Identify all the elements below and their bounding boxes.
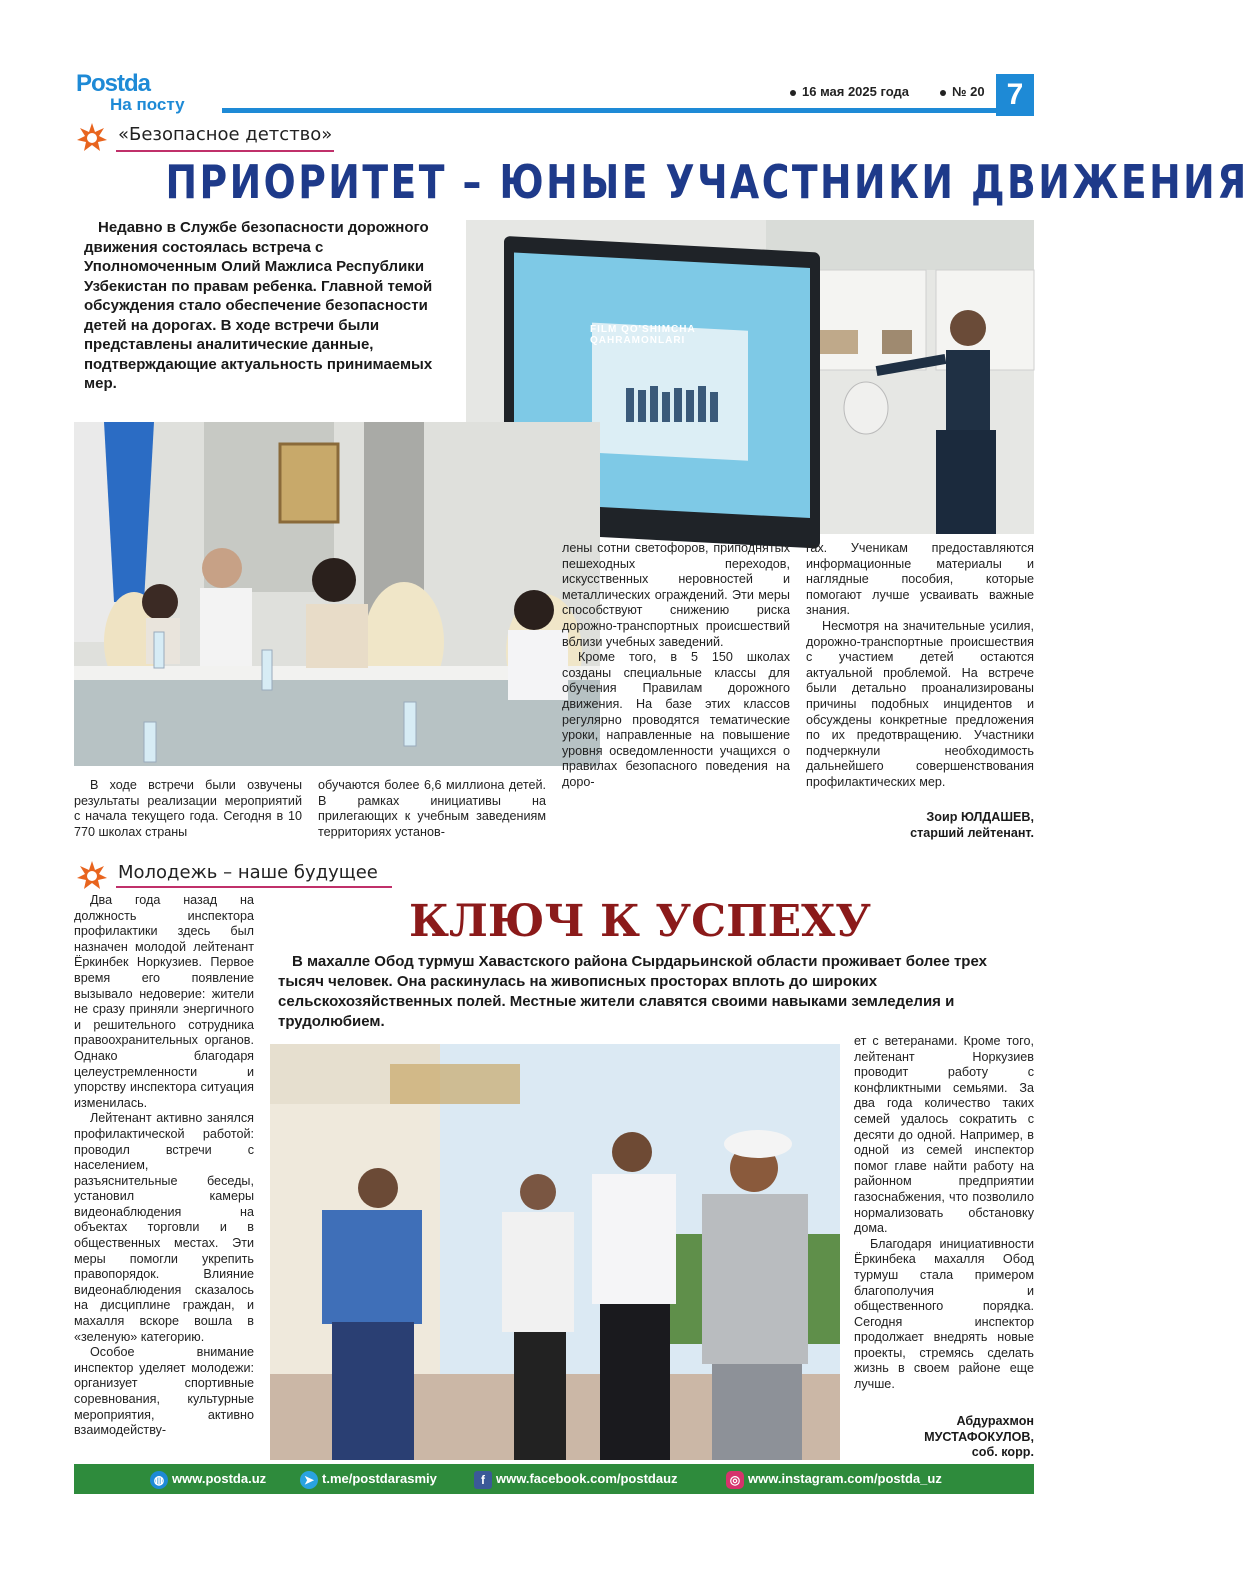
issue-number xyxy=(940,84,985,99)
article2-lead: В махалле Обод турмуш Хавастского района Сырдарьинской области проживает более трех тысяч человек. Она раскинулась на живописных просторах вплоть до широких сельскохозяйственных полей. Местные жители славятся своими навыками земледелия и трудолюбием. xyxy=(278,953,987,1030)
meeting-photo-graphic xyxy=(74,422,600,766)
bullet-icon xyxy=(790,90,796,96)
article2-left-paragraph-2: Лейтенант активно занялся профилактической работой: проводил встречи с населением, разъяснительные беседы, установил камеры видеонаблюдения на объектах торговли и в общественных местах. Эти меры помогли укрепить правопорядок. Влияние видеонаблюдения сказалось на дисциплине граждан, и махалля вскоре вошла в «зеленую» категорию. xyxy=(74,1111,254,1344)
footer-instagram-text: www.instagram.com/postda_uz xyxy=(748,1471,942,1486)
page-number: 7 xyxy=(996,74,1034,116)
footer-facebook-text: www.facebook.com/postdauz xyxy=(496,1471,678,1486)
article1-col3-paragraph-b: Кроме того, в 5 150 школах созданы специальные классы для обучения Правилам дорожного движения. На базе этих классов регулярно проводятся тематические уроки, направленные на повышение уровня осведомленности учащихся о правилах безопасного поведения на доро- xyxy=(562,650,790,789)
article1-col4-paragraph-a: гах. Ученикам предоставляются информационные материалы и наглядные пособия, которые помогают лучше усваивать важные знания. xyxy=(806,541,1034,618)
article1-col1-paragraph: В ходе встречи были озвучены результаты реализации мероприятий с начала текущего года. Сегодня в 10 770 школах страны xyxy=(74,778,302,839)
newspaper-logo-na-postu: На посту xyxy=(110,95,185,114)
article1-column-3 xyxy=(562,541,790,791)
star-icon xyxy=(76,122,108,154)
photo-group-outdoors xyxy=(270,1044,840,1460)
article2-right-column xyxy=(854,1034,1034,1393)
rubric-youth-future: Молодежь – наше будущее xyxy=(118,862,378,883)
screen-slide-title: FILM QO'SHIMCHA QAHRAMONLARI xyxy=(590,324,696,346)
issue-date-text: 16 мая 2025 года xyxy=(802,84,909,99)
article1-lead: Недавно в Службе безопасности дорожного движения состоялась встреча с Уполномоченным Олий Мажлиса Республики Узбекистан по правам ребенка. Главной темой обсуждения стало обеспечение безопасности детей на дорогах. В ходе встречи были представлены аналитические данные, подтверждающие актуальность принимаемых мер. xyxy=(84,219,433,392)
issue-number-text: № 20 xyxy=(952,84,985,99)
photo-meeting xyxy=(74,422,600,766)
header-rule xyxy=(222,108,996,113)
article2-byline xyxy=(854,1414,1034,1461)
article1-col4-paragraph-b: Несмотря на значительные усилия, дорожно-транспортные происшествия с участием детей остаются актуальной проблемой. На встрече были детально проанализированы причины подобных инцидентов и обсуждены конкретные предложения по их предотвращению. Участники подчеркнули необходимость дальнейшего совершенствования профилактических мер. xyxy=(806,618,1034,789)
group-photo-graphic xyxy=(270,1044,840,1460)
article2-right-paragraph-1: ет с ветеранами. Кроме того, лейтенант Норкузиев проводит работу с конфликтными семьями. За два года количество таких семей удалось сократить с десяти до одной. Например, в одной из семей инспектор помог главе найти работу на районном предприятии газоснабжения, что позволило нормализовать обстановку дома. xyxy=(854,1034,1034,1236)
footer-website[interactable] xyxy=(150,1470,266,1489)
telegram-icon: ➤ xyxy=(300,1471,318,1489)
rubric-underline xyxy=(116,886,392,888)
article2-left-column xyxy=(74,893,254,1439)
footer-facebook[interactable] xyxy=(474,1470,678,1489)
article1-column-2 xyxy=(318,778,546,840)
footer-website-text: www.postda.uz xyxy=(172,1471,267,1486)
newspaper-logo-postda: Postda xyxy=(76,70,151,97)
footer-telegram-text: t.me/postdarasmiy xyxy=(322,1471,437,1486)
article2-left-paragraph-3: Особое внимание инспектор уделяет молодежи: организует спортивные соревнования, культурные мероприятия, активно взаимодейству- xyxy=(74,1345,254,1438)
article1-author-name: Зоир ЮЛДАШЕВ, xyxy=(926,810,1034,824)
article2-right-paragraph-2: Благодаря инициативности Ёркинбека махалля Обод турмуш стала примером благополучия и общественного порядка. Сегодня инспектор продолжает внедрять новые проекты, стремясь сделать жизнь в своем районе еще лучше. xyxy=(854,1236,1034,1392)
article2-author-line-3: соб. корр. xyxy=(971,1445,1034,1460)
instagram-icon: ◎ xyxy=(726,1471,744,1489)
article1-col2-paragraph: обучаются более 6,6 миллиона детей. В рамках инициативы на прилегающих к учебным заведениям территориях установ- xyxy=(318,778,546,839)
article1-byline xyxy=(806,810,1034,841)
rubric-safe-childhood: «Безопасное детство» xyxy=(118,124,333,145)
footer-bar xyxy=(74,1464,1034,1494)
article2-author-line-2: МУСТАФОКУЛОВ, xyxy=(924,1429,1034,1444)
article2-author-line-1: Абдурахмон xyxy=(956,1414,1034,1428)
issue-date xyxy=(790,84,909,99)
article1-author-title: старший лейтенант. xyxy=(910,825,1034,840)
article2-headline: КЛЮЧ К УСПЕХУ xyxy=(408,896,872,947)
footer-telegram[interactable] xyxy=(300,1470,437,1489)
article1-col3-paragraph-a: лены сотни светофоров, приподнятых пешеходных переходов, искусственных неровностей и металлических ограждений. Эти меры способствуют снижению риска дорожно-транспортных происшествий вблизи учебных заведений. xyxy=(562,541,790,649)
globe-icon: ◍ xyxy=(150,1471,168,1489)
article1-column-4 xyxy=(806,541,1034,791)
bullet-icon xyxy=(940,90,946,96)
facebook-icon: f xyxy=(474,1471,492,1489)
footer-instagram[interactable] xyxy=(726,1470,942,1489)
article1-headline: ПРИОРИТЕТ – ЮНЫЕ УЧАСТНИКИ ДВИЖЕНИЯ xyxy=(165,155,1249,209)
article1-column-1 xyxy=(74,778,302,840)
article2-left-paragraph-1: Два года назад на должность инспектора профилактики здесь был назначен молодой лейтенант Ёркинбек Норкузиев. Первое время его появление вызывало недоверие: жители не сразу приняли энергичного и решительного сотрудника правоохранительных органов. Однако благодаря целеустремленности и упорству инспектора ситуация изменилась. xyxy=(74,893,254,1110)
star-icon xyxy=(76,860,108,892)
